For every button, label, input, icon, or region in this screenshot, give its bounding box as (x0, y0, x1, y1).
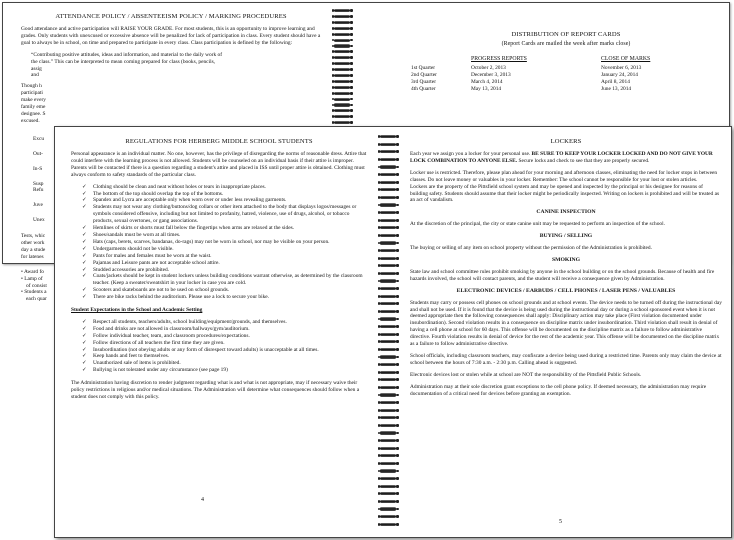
spiral-ring (380, 181, 396, 184)
spiral-ring (380, 158, 396, 161)
close-date-cell: January 24, 2014 (601, 71, 638, 78)
spiral-ring (380, 469, 396, 472)
close-date-cell: November 6, 2013 (601, 64, 642, 71)
list-item: ✓ Follow individual teacher, team, and classroom procedures/expectations. (93, 333, 367, 340)
spiral-ring (380, 477, 396, 480)
award-bullet-3: • Students a (21, 289, 47, 296)
close-date-cell: April 8, 2014 (601, 78, 630, 85)
attendance-intro: Good attendance and active participation will RAISE YOUR GRADE. For most students, this is an opportunity to improve learning and grades. Only students with unexcused or excessive absence will be penalized for lack of participation in class. Every student should have a goal to always be in school, on time and prepared to participate in every class. Class participation is defined by the following: (21, 26, 321, 46)
close-of-marks-header: CLOSE OF MARKS (601, 56, 651, 62)
buying-selling-heading: BUYING / SELLING (539, 233, 593, 240)
list-item: ✓ The bottom of the top should overlap the top of the bottoms. (93, 191, 367, 198)
spiral-ring (380, 325, 396, 328)
list-item: ✓ Spandex and Lycra are acceptable only when worn over or under less revealing garments. (93, 197, 367, 204)
spiral-ring (380, 203, 396, 206)
regulations-intro: Personal appearance is an individual matter. No one, however, has the privilege of disregarding the norms of reasonable dress. Attire that could interfere with the learning process is not allowed. Students will be counseled on an individual basis if their attire is improper. Parents will be contacted if there is a question regarding a student's attire and placed in ISS until proper attire is obtained. Clothing must always conform to safety standards of the particular class. (71, 151, 367, 178)
list-item: ✓ Pants for males and females must be worn at the waist. (93, 253, 367, 260)
award-bullet-2-cont: of consist (26, 282, 47, 289)
lockers-para-3: Lockers are the property of the Pittsfield school system and may be opened and inspected by the principal or his designee for reasons of building safety. Students should assume that their locker might be periodically inspected. Writing on lockers is prohibited and will be treated as an act of vandalism. (410, 183, 720, 204)
stolen-devices-text: Electronic devices lost or stolen while at school are NOT the responsibility of the Pittsfield Public Schools. (410, 371, 642, 378)
spiral-ring (380, 409, 396, 412)
dress-code-list (71, 184, 367, 301)
attendance-para2-line-1: Though h (21, 83, 42, 90)
list-item: ✓ Keep hands and feet to themselves. (93, 353, 367, 360)
lockers-title: LOCKERS (550, 138, 582, 145)
close-date-cell: June 13, 2014 (601, 85, 632, 92)
spiral-ring (380, 226, 396, 229)
attendance-para3-line-2: other work (21, 240, 45, 247)
spiral-ring (334, 98, 350, 101)
quarter-cell: 2nd Quarter (411, 71, 437, 78)
front-page-spread (54, 126, 732, 538)
attendance-quote-line-2: the class.” This can be interpreted to mean coming prepared for class (books, pencils, (31, 58, 216, 65)
attendance-para2-line-5: designee. S (21, 110, 46, 117)
officials-text: School officials, including classroom teachers, may confiscate a device being used during a restricted time. Parents only may claim the device at school between the hours of 7:30 a.m. - 2:30 p.m. Calling ahead is suggested. (410, 352, 722, 366)
spiral-ring (380, 454, 396, 457)
list-item: ✓ Hemlines of skirts or shorts must fall below the fingertips when arms are relaxed at the sides. (93, 225, 367, 232)
report-cards-table (411, 56, 650, 93)
list-item: ✓ Students may not wear any clothing/buttons/dog collars or other item attached to the body that displays logos/messages or symbols considered offensive, including but not limited to profanity, hatred, violence, use of drugs, alcohol, or tobacco products, sexual overtones, or gang associations. (93, 204, 367, 225)
spiral-ring (334, 92, 350, 95)
spiral-ring (380, 416, 396, 419)
progress-date-cell: October 2, 2013 (471, 64, 506, 71)
spiral-ring (380, 264, 396, 267)
spiral-ring (380, 393, 396, 396)
regulations-title: REGULATIONS FOR HERBERG MIDDLE SCHOOL STUDENTS (125, 138, 313, 145)
spiral-ring (334, 15, 350, 18)
list-item: ✓ Coats/jackets should be kept in student lockers unless building conditions warrant otherwise, as determined by the classroom teacher. (Keep a sweater/sweatshirt in your locker in case you are cold. (93, 273, 367, 287)
absence-type-out-of-school: Out- (33, 150, 43, 157)
list-item: ✓ Follow directions of all teachers the first time they are given. (93, 340, 367, 347)
list-item: ✓ Food and drinks are not allowed in classroom/hallways/gym/auditorium. (93, 326, 367, 333)
lockers-para-2: Locker use is restricted. Therefore, please plan ahead for your morning and afternoon classes, eliminating the need for locker stops in between classes. Do not leave money or valuables in your locker. Remember: The school cannot be responsible for your lost or stolen articles. (410, 169, 718, 183)
absence-type-juvenile: Juve (33, 202, 43, 209)
spiral-ring (380, 378, 396, 381)
award-bullet-2-text: Lamp of (24, 275, 43, 282)
report-card-row (411, 79, 650, 86)
list-item: ✓ Pajamas and Leisure pants are not acceptable school attire. (93, 260, 367, 267)
spiral-ring (380, 439, 396, 442)
spiral-ring (334, 86, 350, 89)
spiral-ring (380, 500, 396, 503)
spiral-ring (380, 462, 396, 465)
attendance-para2-line-3: make every (21, 97, 46, 104)
spiral-ring (380, 188, 396, 191)
page-number-5: 5 (559, 519, 562, 525)
page-number-4: 4 (201, 497, 204, 503)
spiral-ring (334, 115, 350, 118)
report-card-row (411, 72, 650, 79)
award-bullet-3-text: Students a (24, 289, 47, 296)
spiral-ring (380, 310, 396, 313)
spiral-ring (334, 74, 350, 77)
attendance-para2-line-2: participati (21, 90, 43, 97)
report-card-row (411, 86, 650, 93)
report-cards-title: DISTRIBUTION OF REPORT CARDS (511, 31, 621, 38)
canine-heading: CANINE INSPECTION (536, 209, 596, 216)
electronic-devices-text: Students may carry or possess cell phones on school grounds and at school events. The device needs to be turned off during the instructional day and shall not be used. If it is found that the device is being used during the instructional day or during a school sponsored event when it is not deemed appropriate then the following consequences shall apply: Disciplinary action may take place (First violation documented under insubordination). Second violation results in a consequence on discipline matrix under insubordination. Third violation shall result in denial of having a cell phone at school for 60 days. This offense will be documented on the discipline matrix as a failure to follow administrative directive. Fourth violation results in denial of device for the rest of the academic year. This offense will be documented on the discipline matrix as a failure to follow administrative directive. (410, 299, 722, 348)
lockers-page (410, 138, 722, 402)
report-card-row (411, 65, 650, 72)
attendance-para2-line-4: family eme (21, 104, 46, 111)
absence-type-suspension: Susp (33, 180, 44, 187)
spiral-ring (380, 340, 396, 343)
absence-type-in-school: In-S (33, 165, 43, 172)
spiral-ring (380, 515, 396, 518)
spiral-ring (380, 196, 396, 199)
progress-date-cell: March 4, 2014 (471, 78, 503, 85)
absence-type-refusal: Refu (33, 187, 44, 194)
spiral-ring (334, 39, 350, 42)
spiral-ring (334, 56, 350, 59)
spiral-ring (380, 135, 396, 138)
attendance-quote-line-1: “Contributing positive attitudes, ideas and information, and material to the daily work of (31, 51, 223, 58)
spiral-ring (380, 492, 396, 495)
spiral-ring (380, 143, 396, 146)
award-bullet-2: • Lamp of (21, 275, 43, 282)
spiral-ring (380, 386, 396, 389)
spiral-ring (334, 62, 350, 65)
list-item: ✓ Bullying is not tolerated under any circumstance (see page 19) (93, 367, 367, 374)
regulations-closing: The Administration having discretion to render judgment regarding what is and what is not appropriate, may if necessary waive their policy restrictions in religious and/or medical situations. The Administration will determine what consequences should follow when a student does not comply with this policy. (71, 380, 360, 400)
list-item: ✓ Hats (caps, berets, scarves, bandanas, do-rags) may not be worn in school, nor may be visible on your person. (93, 239, 367, 246)
attendance-para3-line-4: for latenes (21, 253, 44, 260)
discretion-text: Administration may at their sole discretion grant exceptions to the cell phone policy. If deemed necessary, the administration may require documentation of a critical need for devices before granting an exemption. (410, 383, 707, 397)
spiral-ring (380, 272, 396, 275)
absence-type-unexcused: Unex (33, 217, 45, 224)
spiral-ring (380, 257, 396, 260)
lockers-para-1a: Each year we assign you a locker for your personal use. (410, 151, 532, 157)
spiral-ring (380, 165, 396, 168)
absence-type-excused: Excu (33, 135, 45, 142)
report-cards-subtitle: (Report Cards are mailed the week after marks close) (501, 41, 631, 47)
spiral-ring (380, 355, 396, 358)
spiral-ring (334, 68, 350, 71)
regulations-page (71, 138, 367, 406)
smoking-heading: SMOKING (551, 256, 581, 263)
attendance-para3-line-1: Tests, whic (21, 233, 46, 240)
spiral-ring (380, 447, 396, 450)
quarter-cell: 3rd Quarter (411, 78, 436, 85)
buying-selling-text: The buying or selling of any item on school property without the permission of the Administration is prohibited. (410, 245, 652, 252)
list-item: ✓ There are bike racks behind the auditorium. Please use a lock to secure your bike. (93, 294, 367, 301)
list-item: ✓ Studded accessories are prohibited. (93, 267, 367, 274)
spiral-ring (380, 241, 396, 244)
spiral-ring (334, 44, 350, 47)
spiral-ring (334, 80, 350, 83)
spiral-ring (380, 287, 396, 290)
list-item: ✓ Clothing should be clean and neat without holes or tears in inappropriate places. (93, 184, 367, 191)
list-item: ✓ Undergarments should not be visible. (93, 246, 367, 253)
expectations-heading: Student Expectations in the School and Academic Setting (71, 307, 203, 314)
spiral-ring (380, 173, 396, 176)
spiral-ring (334, 121, 350, 124)
attendance-quote-line-4: and (31, 72, 39, 79)
spiral-ring (380, 363, 396, 366)
spiral-ring (380, 371, 396, 374)
lockers-para-1c: Secure locks and check to see that they are properly secured. (517, 157, 650, 164)
progress-date-cell: December 3, 2013 (471, 71, 511, 78)
smoking-text: State law and school committee rules prohibit smoking by anyone in the school building or on the school grounds. Because of health and fire hazards involved, the school will contact parents, and the student will receive a consequence given by Administration. (410, 268, 715, 282)
lockers-para-1 (410, 151, 722, 165)
progress-reports-header: PROGRESS REPORTS (471, 56, 527, 62)
spiral-ring (334, 9, 350, 12)
report-cards-header-row (411, 56, 650, 65)
report-cards-page (411, 31, 721, 93)
list-item: ✓ Scooters and skateboards are not to be used on school grounds. (93, 287, 367, 294)
spiral-ring (334, 21, 350, 24)
spiral-ring (334, 109, 350, 112)
electronic-devices-heading: ELECTRONIC DEVICES / EARBUDS / CELL PHONES / LASER PENS / VALUABLES (456, 287, 676, 294)
list-item: ✓ Unauthorized sale of items is prohibited. (93, 360, 367, 367)
spiral-ring (380, 431, 396, 434)
quarter-cell: 4th Quarter (411, 85, 436, 92)
spiral-ring (380, 234, 396, 237)
list-item: ✓ Shoes/sandals must be worn at all times. (93, 232, 367, 239)
canine-text: At the discretion of the principal, the city or state canine unit may be requested to perform an inspection of the school. (410, 221, 665, 228)
spiral-ring (380, 279, 396, 282)
list-item: ✓ Respect all students, teachers/adults, school building/equipment/grounds, and themselves. (93, 319, 367, 326)
attendance-para3-line-3: day a stude (21, 246, 46, 253)
spiral-ring (380, 348, 396, 351)
spiral-ring (380, 424, 396, 427)
quarter-cell: 1st Quarter (411, 64, 436, 71)
spiral-ring (380, 317, 396, 320)
spiral-ring (380, 401, 396, 404)
spiral-ring (380, 211, 396, 214)
attendance-policy-title: ATTENDANCE POLICY / ABSENTEEISM POLICY / MARKING PROCEDURES (55, 13, 287, 20)
spiral-ring (380, 295, 396, 298)
spiral-ring (380, 150, 396, 153)
spiral-ring (334, 103, 350, 106)
spiral-ring (334, 33, 350, 36)
award-bullet-1-text: Award fo (23, 268, 44, 275)
attendance-quote-line-3: assig (31, 65, 42, 72)
spiral-ring (380, 333, 396, 336)
spiral-ring (380, 219, 396, 222)
progress-date-cell: May 13, 2014 (471, 85, 502, 92)
award-bullet-3-cont: each quar (26, 296, 47, 303)
spiral-ring (380, 507, 396, 510)
spiral-ring (334, 27, 350, 30)
spiral-ring (380, 302, 396, 305)
spiral-ring (380, 523, 396, 526)
lockers-warning: BE SURE TO KEEP YOUR LOCKER LOCKED AND DO NOT GIVE YOUR LOCK COMBINATION TO ANYONE ELSE. (410, 151, 713, 164)
attendance-para2-line-6: excused. (21, 117, 40, 124)
award-bullet-1: • Award fo (21, 268, 44, 275)
spiral-ring (334, 50, 350, 53)
spiral-ring (380, 485, 396, 488)
expectations-list (71, 319, 367, 374)
list-item: ✓ Insubordination (not obeying adults or any form of disrespect toward adults) is unacceptable at all times. (93, 347, 367, 354)
spiral-ring (380, 249, 396, 252)
